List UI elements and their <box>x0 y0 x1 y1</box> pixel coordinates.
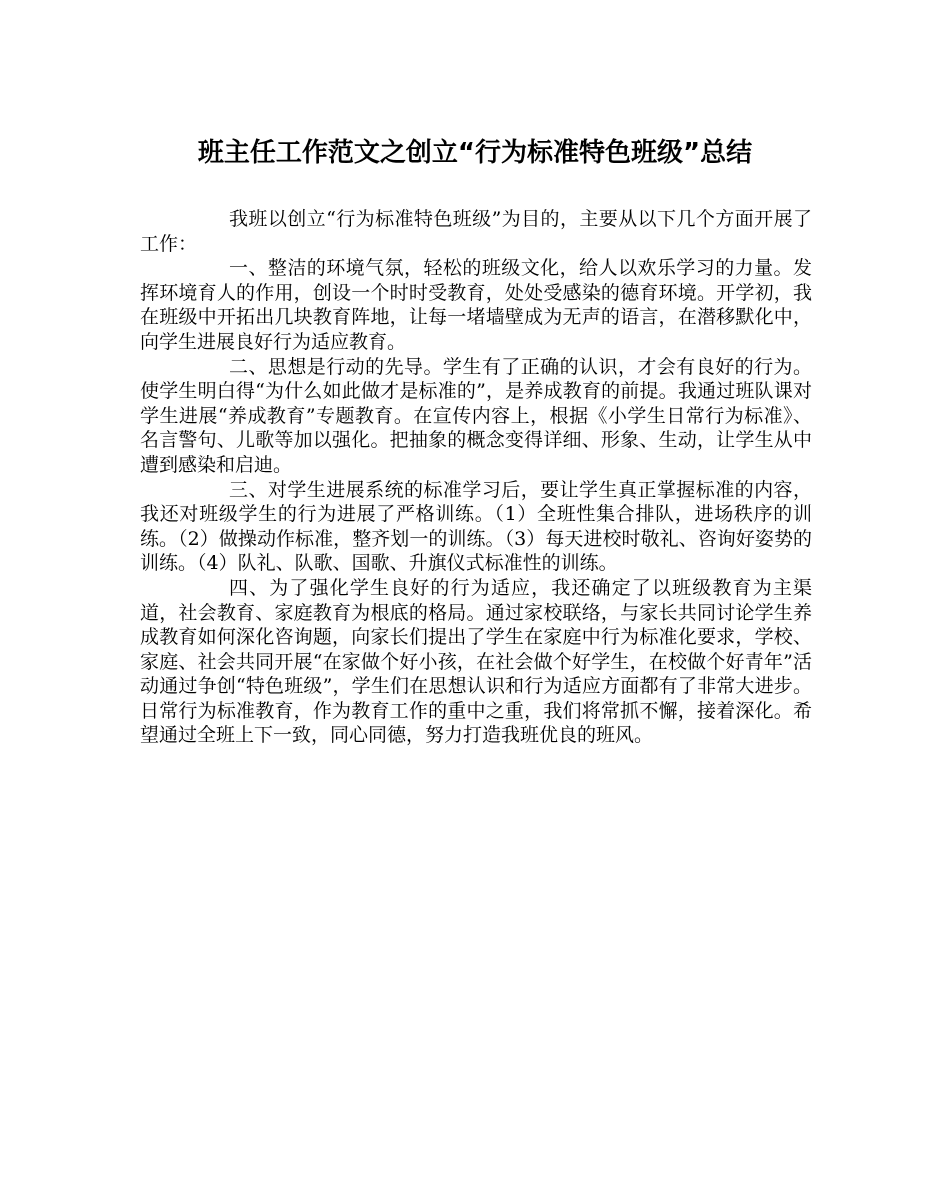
document-body <box>140 207 812 748</box>
paragraph-home-school: 四、为了强化学生良好的行为适应，我还确定了以班级教育为主渠道，社会教育、家庭教育为根底的格局。通过家校联络，与家长共同讨论学生养成教育如何深化咨询题，向家长们提出了学生在家庭中行为标准化要求，学校、家庭、社会共同开展“在家做个好小孩，在社会做个好学生，在校做个好青年”活动通过争创“特色班级”，学生们在思想认识和行为适应方面都有了非常大进步。日常行为标准教育，作为教育工作的重中之重，我们将常抓不懈，接着深化。希望通过全班上下一致，同心同德，努力打造我班优良的班风。 <box>140 576 812 747</box>
paragraph-intro: 我班以创立“行为标准特色班级”为目的，主要从以下几个方面开展了工作： <box>140 208 812 255</box>
paragraph-training: 三、对学生进展系统的标准学习后，要让学生真正掌握标准的内容，我还对班级学生的行为进展了严格训练。（1）全班性集合排队，进场秩序的训练。（2）做操动作标准，整齐划一的训练。（3）每天进校时敬礼、咨询好姿势的训练。（4）队礼、队歌、国歌、升旗仪式标准性的训练。 <box>140 478 812 575</box>
document-title: 班主任工作范文之创立“行为标准特色班级”总结 <box>197 138 753 168</box>
paragraph-thought: 二、思想是行动的先导。学生有了正确的认识，才会有良好的行为。使学生明白得“为什么如此做才是标准的”，是养成教育的前提。我通过班队课对学生进展“养成教育”专题教育。在宣传内容上，根据《小学生日常行为标准》、名言警句、儿歌等加以强化。把抽象的概念变得详细、形象、生动，让学生从中遭到感染和启迪。 <box>140 355 812 476</box>
paragraph-environment: 一、整洁的环境气氛，轻松的班级文化，给人以欢乐学习的力量。发挥环境育人的作用，创设一个时时受教育，处处受感染的德育环境。开学初，我在班级中开拓出几块教育阵地，让每一堵墙壁成为无声的语言，在潜移默化中，向学生进展良好行为适应教育。 <box>140 257 812 353</box>
